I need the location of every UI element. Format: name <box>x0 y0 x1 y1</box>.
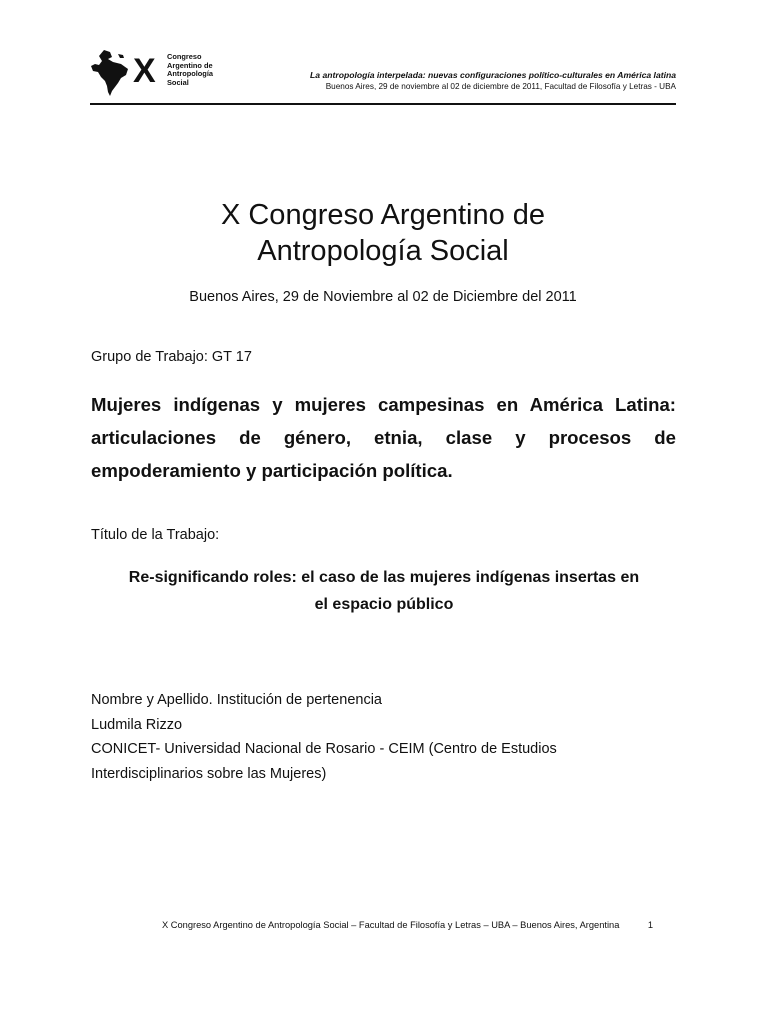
paper-title-line: el espacio público <box>314 596 454 613</box>
footer-text: X Congreso Argentino de Antropología Social – Facultad de Filosofía y Letras – UBA – Buenos Aires, Argentina <box>162 920 620 930</box>
header-details: Buenos Aires, 29 de noviembre al 02 de diciembre de 2011, Facultad de Filosofía y Letras - UBA <box>325 82 676 91</box>
author-label: Nombre y Apellido. Institución de pertenencia <box>91 692 382 708</box>
author-block <box>91 688 557 786</box>
institution-line: CONICET- Universidad Nacional de Rosario - CEIM (Centro de Estudios <box>91 741 557 757</box>
page-header <box>90 44 676 106</box>
logo-line: Argentino de <box>167 60 213 70</box>
paper-title <box>88 564 680 618</box>
title-line: Antropología Social <box>257 235 509 267</box>
logo-line: Social <box>167 77 189 87</box>
header-divider <box>90 103 676 105</box>
grupo-de-trabajo: Grupo de Trabajo: GT 17 <box>91 349 252 365</box>
logo-numeral: X <box>133 52 156 90</box>
title-line: X Congreso Argentino de <box>220 199 546 231</box>
document-subtitle: Buenos Aires, 29 de Noviembre al 02 de Diciembre del 2011 <box>189 289 577 305</box>
institution-line: Interdisciplinarios sobre las Mujeres) <box>91 765 327 782</box>
logo-line: Congreso <box>167 52 202 61</box>
header-tagline: La antropología interpelada: nuevas configuraciones político-culturales en América latina <box>310 70 676 80</box>
logo-text <box>167 53 237 87</box>
page-number: 1 <box>647 920 653 930</box>
latin-america-map-icon <box>90 48 130 98</box>
congress-logo <box>90 44 230 102</box>
header-info <box>310 70 676 92</box>
logo-line: Antropología <box>167 69 213 79</box>
paper-title-line: Re-significando roles: el caso de las mujeres indígenas insertas en <box>128 569 640 586</box>
document-title <box>90 197 676 269</box>
author-name: Ludmila Rizzo <box>91 716 183 733</box>
titulo-label: Título de la Trabajo: <box>91 527 220 543</box>
grupo-title: Mujeres indígenas y mujeres campesinas en América Latina: articulaciones de género, etnia, clase y procesos de empoderamiento y participación política. <box>91 394 676 481</box>
